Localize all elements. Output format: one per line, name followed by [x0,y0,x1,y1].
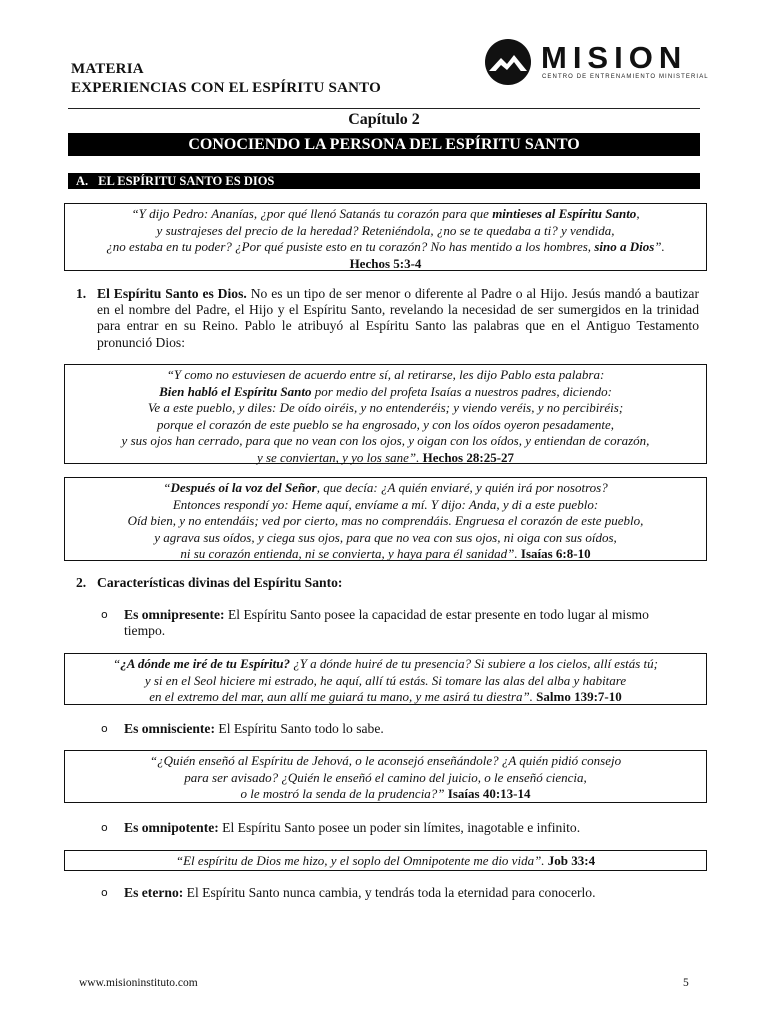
quote-box-hechos-5 [64,203,707,271]
quote-emphasis: Bien habló el Espíritu Santo [159,383,312,399]
quote-emphasis: sino a Dios [594,239,655,254]
quote-text: y se conviertan, y yo los sane”. [256,449,423,465]
quote-text: ¿Y a dónde huiré de tu presencia? Si subiere a los cielos, allí estás tú; [289,656,659,671]
quote-text: “¿Quién enseñó al Espíritu de Jehová, o le aconsejó enseñándole? ¿A quién pidió consejo [149,753,622,768]
quote-text: “El espíritu de Dios me hizo, y el soplo del Omnipotente me dio vida”. [175,853,548,868]
quote-text: y sus ojos han cerrado, para que no vean con los ojos, y oigan con los oídos, y entiendan de corazón, [121,433,650,448]
quote-text: y si en el Seol hiciere mi estrado, he aquí, allí tú estás. Si tomare las alas del alba y habitare [144,672,627,688]
quote-text: para ser avisado? ¿Quién le enseñó el camino del juicio, o le enseñó ciencia, [184,769,587,785]
point-number: 1. [76,286,87,301]
quote-text: “ [163,480,171,495]
bullet-marker: o [101,886,108,899]
quote-box-isaias-40 [64,750,707,803]
quote-text: o le mostró la senda de la prudencia?” [240,786,448,801]
quote-text: “Y como no estuviesen de acuerdo entre sí, al retirarse, les dijo Pablo esta palabra: [166,367,605,382]
bullet-eterno [124,885,595,901]
section-heading [68,173,700,189]
quote-box-salmo-139 [64,653,707,705]
bullet-marker: o [101,608,108,621]
quote-text: y agrava sus oídos, y ciega sus ojos, para que no vea con sus ojos, ni oiga con sus oídos, [154,529,617,545]
mision-logo [484,38,709,88]
bullet-marker: o [101,722,108,735]
quote-box-hechos-28 [64,364,707,464]
course-title: EXPERIENCIAS CON EL ESPÍRITU SANTO [71,80,381,96]
quote-reference: Hechos 5:3-4 [349,255,422,271]
point-1-paragraph [97,286,699,351]
bullet-text: El Espíritu Santo todo lo sabe. [215,721,384,736]
quote-reference: Isaías 40:13-14 [447,786,531,801]
quote-text: por medio del profeta Isaías a nuestros padres, diciendo: [311,383,612,399]
section-title: EL ESPÍRITU SANTO ES DIOS [98,174,275,188]
bullet-term: Es omnipotente: [124,820,219,835]
quote-text: “Y dijo Pedro: Ananías, ¿por qué llenó Satanás tu corazón para que [131,206,493,221]
point-text: No es un tipo de ser menor o diferente al Padre o al Hijo. Jesús mandó a bautizar en el nombre del Padre, el Hijo y el Espíritu Santo, revelando la necesidad de ser sumergidos en la trinidad para entrar en su Reino. Pablo le atribuyó al Espíritu Santo las palabras que en el Antiguo Testamento pronunció Dios: [97,286,699,350]
quote-box-job-33 [64,850,707,871]
quote-reference: Hechos 28:25-27 [422,449,515,465]
quote-text: porque el corazón de este pueblo se ha engrosado, y con los oídos oyeron pesadamente, [156,416,615,432]
page-number: 5 [683,977,689,989]
quote-reference: Salmo 139:7-10 [536,689,622,704]
point-heading: El Espíritu Santo es Dios. [97,286,247,301]
bullet-term: Es omnipresente: [124,607,225,622]
logo-brand: MISION [541,40,688,75]
bullet-text: El Espíritu Santo posee un poder sin límites, inagotable e infinito. [218,820,581,835]
bullet-term: Es omnisciente: [124,721,215,736]
point-number: 2. [76,575,87,590]
quote-emphasis: mintieses al Espíritu Santo [492,206,637,221]
quote-text: “ [112,656,121,671]
point-heading: Características divinas del Espíritu Santo: [97,575,343,590]
bullet-text: El Espíritu Santo posee la capacidad de estar presente en todo lugar al mismo [224,607,649,622]
bullet-omnipotente [124,820,580,836]
bullet-omnipresente [124,607,704,639]
quote-emphasis: Después oí la voz del Señor [170,480,317,495]
chapter-title: CONOCIENDO LA PERSONA DEL ESPÍRITU SANTO [68,133,700,156]
quote-reference: Job 33:4 [547,853,596,868]
section-letter: A. [76,174,89,188]
quote-text: y sustrajeses del precio de la heredad? Reteniéndola, ¿no se te quedaba a ti? y vendida, [156,222,615,238]
quote-text: , [636,206,640,221]
quote-box-isaias-6 [64,477,707,561]
chapter-label: Capítulo 2 [348,111,420,128]
mountain-logo-icon [484,38,532,86]
quote-text: ¿no estaba en tu poder? ¿Por qué pusiste esto en tu corazón? No has mentido a los hombres, [106,239,595,254]
bullet-marker: o [101,821,108,834]
bullet-omnisciente [124,721,384,737]
header-rule [68,108,700,109]
quote-text: Oíd bien, y no entendáis; ved por cierto, mas no comprendáis. Engruesa el corazón de este pueblo, [127,513,644,528]
quote-text: Entonces respondí yo: Heme aquí, envíame a mí. Y dijo: Anda, y di a este pueblo: [172,496,599,512]
quote-text: Ve a este pueblo, y diles: De oído oiréis, y no entenderéis; y viendo veréis, y no percibiréis; [147,400,624,415]
logo-tagline: CENTRO DE ENTRENAMIENTO MINISTERIAL [542,74,709,80]
quote-emphasis: ¿A dónde me iré de tu Espíritu? [120,656,290,671]
subject-label: MATERIA [71,61,144,77]
footer-website: www.misioninstituto.com [79,977,198,989]
quote-text: en el extremo del mar, aun allí me guiará tu mano, y me asirá tu diestra”. [149,689,537,704]
quote-reference: Isaías 6:8-10 [520,546,591,561]
bullet-text: El Espíritu Santo nunca cambia, y tendrás toda la eternidad para conocerlo. [183,885,596,900]
quote-text: ni su corazón entienda, ni se convierta, y haya para él sanidad”. [180,546,521,561]
quote-text: ”. [654,239,665,254]
bullet-term: Es eterno: [124,885,184,900]
quote-text: , que decía: ¿A quién enviaré, y quién irá por nosotros? [316,480,608,495]
bullet-text: tiempo. [124,623,166,639]
